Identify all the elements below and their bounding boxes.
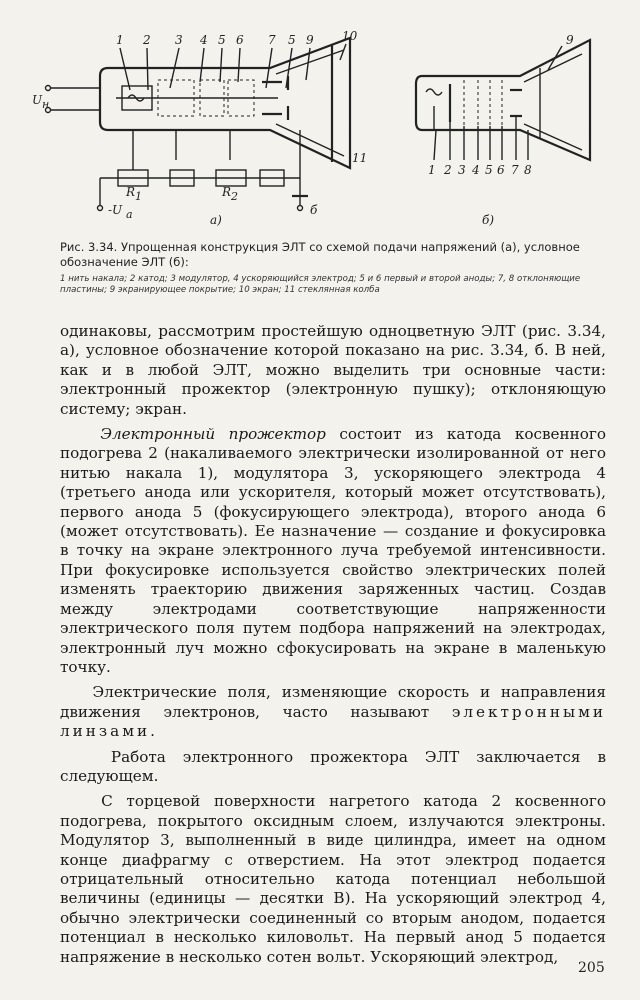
label-b-5: 5 [485,163,493,177]
label-plus: б [310,203,318,217]
caption-title: Рис. 3.34. Упрощенная конструкция ЭЛТ со схемой подачи напряжений (а), условное обозначение ЭЛТ (б): [60,240,580,269]
label-a-1: 1 [116,33,124,47]
label-r2: R [222,185,232,199]
paragraph-2 [60,425,606,677]
paragraph-4-text: Работа электронного прожектора ЭЛТ заключается в следующем. [60,747,606,785]
leader-6 [238,48,240,82]
inner-coating-a [276,50,344,156]
page-number: 205 [578,960,605,976]
leader-10 [340,44,346,60]
label-a-10: 10 [342,29,358,43]
lead-b-1 [434,130,436,160]
label-a: а) [210,213,222,227]
label-r1: R [126,185,136,199]
body-text [60,322,606,967]
label-minus-ua: -U [108,203,123,217]
terminal-plus [298,206,303,211]
figure-3-34 [30,10,620,238]
label-b-8: 8 [524,163,532,177]
label-a-5b: 5 [288,33,296,47]
label-a-4: 4 [200,33,208,47]
tube-envelope-a [100,38,350,168]
caption-legend: 1 нить накала; 2 катод; 3 модулятор, 4 ускоряющийся электрод; 5 и 6 первый и второй аноды; 7, 8 отклоняющие пластины; 9 экранирующее покрытие; 10 экран; 11 стеклянная колба [60,274,581,295]
label-b-3: 3 [458,163,466,177]
label-a-2: 2 [143,33,151,47]
label-a-6: 6 [236,33,244,47]
term-electron-lenses: электронными линзами [60,702,606,741]
paragraph-5 [60,792,606,967]
label-b-1: 1 [428,163,436,177]
crt-diagram [30,10,620,238]
paragraph-5-text: С торцевой поверхности нагретого катода 2 косвенного подогрева, покрытого оксидным слоем, излучаются электроны. Модулятор 3, выполненный в виде цилиндра, имеет на одном конце диафрагму с отверстием. На этот электрод подается отрицательный относительно катода потенциал небольшой величины (единицы — десятки В). На ускоряющий электрод 4, обычно электрически соединенный со вторым анодом, подается потенциал в несколько киловольт. На первый анод 5 подается напряжение в несколько сотен вольт. Ускоряющий электрод, [60,792,606,966]
label-b-7: 7 [511,163,519,177]
label-minus-ua-sub: а [126,208,133,221]
paragraph-3-main: Электрические поля, изменяющие скорость и направления движения электронов, часто называют [60,683,606,721]
term-electron-gun: Электронный прожектор [100,425,326,444]
label-b-4: 4 [472,163,480,177]
label-b-6: 6 [497,163,505,177]
label-b-2: 2 [444,163,452,177]
label-a-9: 9 [306,33,314,47]
label-r1-sub: 1 [135,190,142,203]
paragraph-4 [60,748,606,787]
label-uh-sub: н [42,98,50,111]
label-a-7: 7 [268,33,276,47]
filament-b [426,89,442,95]
paragraph-1: одинаковы, рассмотрим простейшую одноцветную ЭЛТ (рис. 3.34, а), условное обозначение которой показано на рис. 3.34, б. В ней, как и в любой ЭЛТ, можно выделить три основные части: электронный прожектор (электронную пушку); отклоняющую систему; экран. [60,322,606,418]
label-a-5: 5 [218,33,226,47]
terminal-ua [98,206,103,211]
paragraph-3 [60,683,606,741]
label-uh: U [32,93,43,107]
leader-5 [220,48,222,82]
paragraph-2-rest: состоит из катода косвенного подогрева 2 (накаливаемого электрически изолированной от него нитью накала 1), модулятора 3, ускоряющего электрода 4 (третьего анода или ускорителя, который может отсутствовать), первого анода 5 (фокусирующего электрода), второго анода 6 (может отсутствовать). Ее назначение — создание и фокусировка в точку на экране электронного луча требуемой интенсивности. При фокусировке используется свойство электрических полей изменять траекторию движения заряженных частиц. Создав между электродами соответствующие напряженности электрического поля путем подбора напряжений на электродах, электронный луч можно сфокусировать на экране в маленькую точку. [60,425,606,676]
paragraph-3-end: . [150,722,155,741]
label-b-9: 9 [566,33,574,47]
label-b: б) [482,213,495,227]
label-r2-sub: 2 [231,190,238,203]
label-a-3: 3 [175,33,183,47]
leader-4 [200,48,204,82]
terminal-uh-top [46,86,51,91]
label-11: 11 [352,151,368,165]
figure-caption [60,240,590,296]
